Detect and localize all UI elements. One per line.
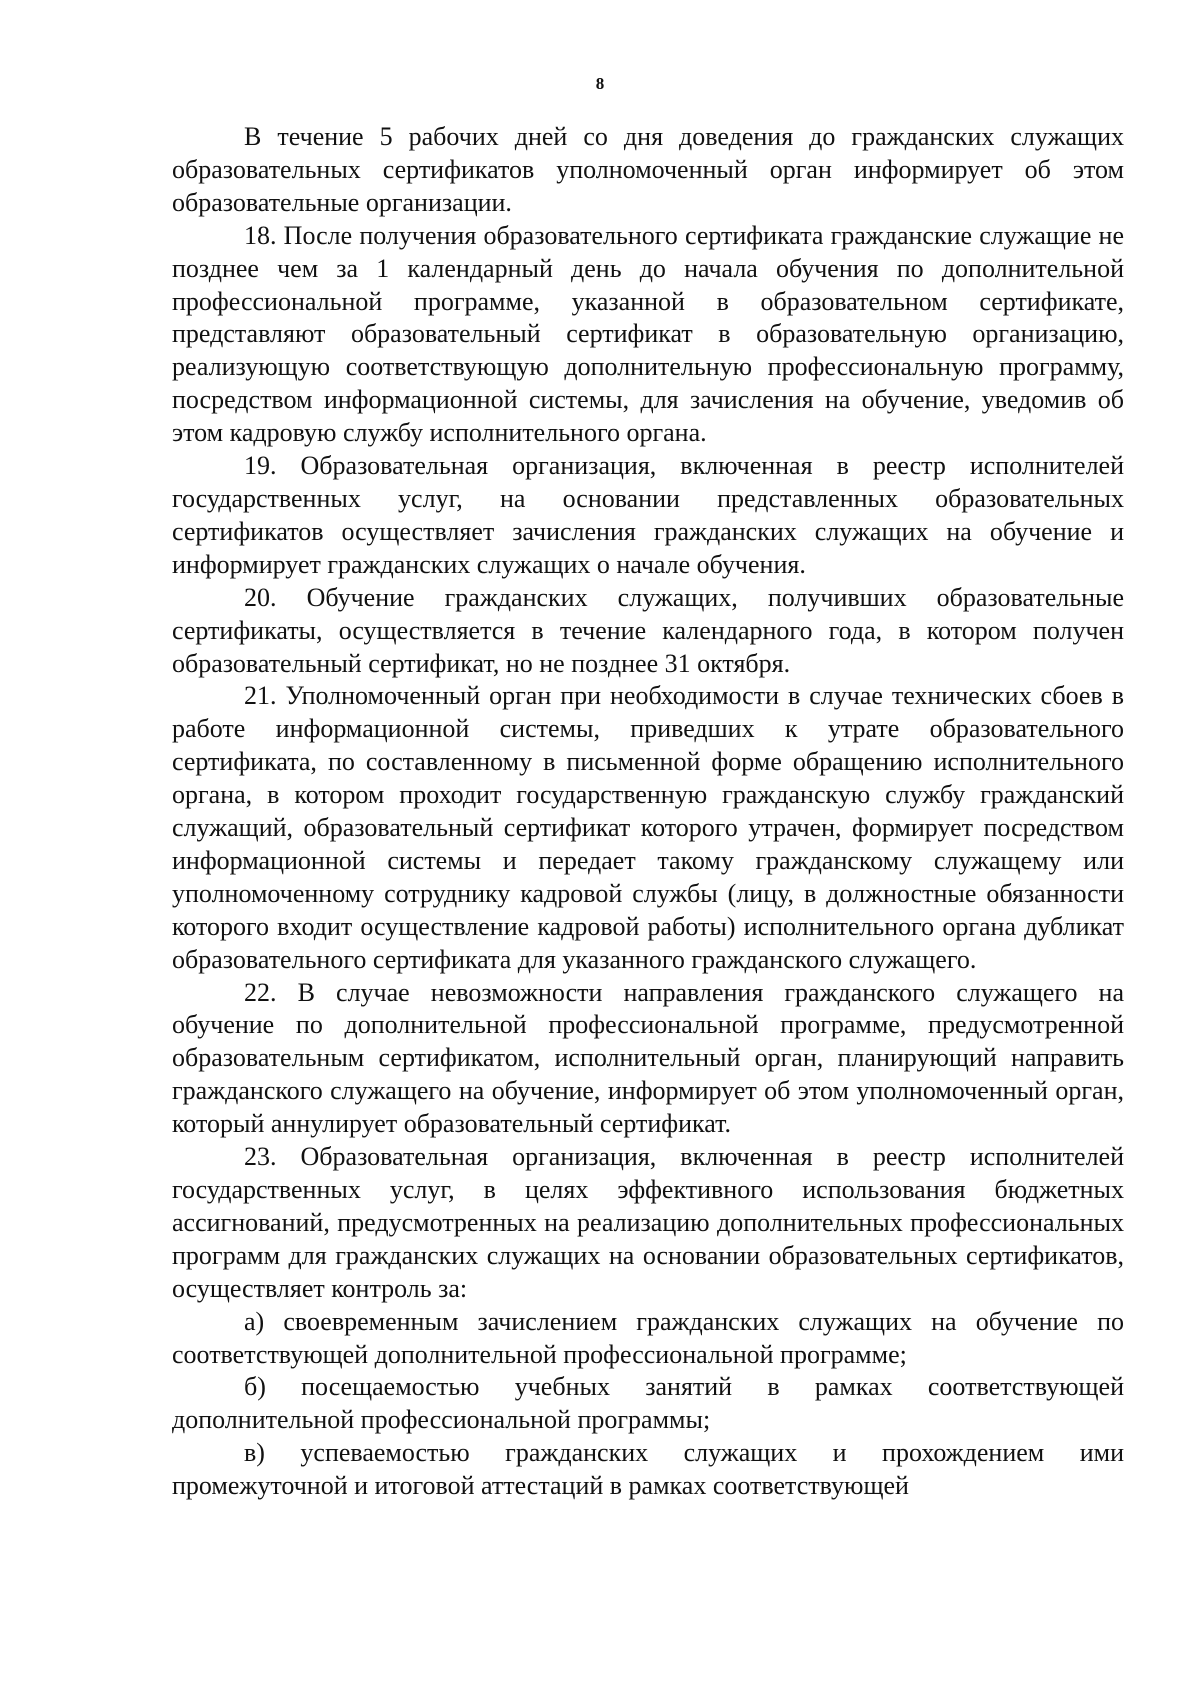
document-body xyxy=(172,121,1124,1503)
paragraph-19: 19. Образовательная организация, включенная в реестр исполнителей государственных услуг, на основании представленных образовательных сертификатов осуществляет зачисления гражданских служащих на обучение и информирует гражданских служащих о начале обучения. xyxy=(172,451,1124,579)
paragraph-22: 22. В случае невозможности направления гражданского служащего на обучение по дополнительной профессиональной программе, предусмотренной образовательным сертификатом, исполнительный орган, планирующий направить гражданского служащего на обучение, информирует об этом уполномоченный орган, который аннулирует образовательный сертификат. xyxy=(172,977,1124,1139)
list-item-b: б) посещаемостью учебных занятий в рамках соответствующей дополнительной профессиональной программы; xyxy=(172,1372,1124,1435)
page-number: 8 xyxy=(595,74,605,93)
list-item-v: в) успеваемостью гражданских служащих и прохождением ими промежуточной и итоговой аттестаций в рамках соответствующей xyxy=(172,1438,1124,1501)
paragraph-notification: В течение 5 рабочих дней со дня доведения до гражданских служащих образовательных сертификатов уполномоченный орган информирует об этом образовательные организации. xyxy=(172,122,1124,217)
paragraph-20: 20. Обучение гражданских служащих, получивших образовательные сертификаты, осуществляется в течение календарного года, в котором получен образовательный сертификат, но не позднее 31 октября. xyxy=(172,582,1124,678)
paragraph-23: 23. Образовательная организация, включенная в реестр исполнителей государственных услуг, в целях эффективного использования бюджетных ассигнований, предусмотренных на реализацию дополнительных профессиональных программ для гражданских служащих на основании образовательных сертификатов, осуществляет контроль за: xyxy=(172,1142,1124,1303)
list-item-a: а) своевременным зачислением гражданских служащих на обучение по соответствующей дополнительной профессиональной программе; xyxy=(172,1306,1124,1369)
paragraph-21: 21. Уполномоченный орган при необходимости в случае технических сбоев в работе информационной системы, приведших к утрате образовательного сертификата, по составленному в письменной форме обращению исполнительного органа, в котором проходит государственную гражданскую службу гражданский служащий, образовательный сертификат которого утрачен, формирует посредством информационной системы и передает такому гражданскому служащему или уполномоченному сотруднику кадровой службы (лицу, в должностные обязанности которого входит осуществление кадровой работы) исполнительного органа дубликат образовательного сертификата для указанного гражданского служащего. xyxy=(172,681,1124,974)
paragraph-18: 18. После получения образовательного сертификата гражданские служащие не позднее чем за 1 календарный день до начала обучения по дополнительной профессиональной программе, указанной в образовательном сертификате, представляют образовательный сертификат в образовательную организацию, реализующую соответствующую дополнительную профессиональную программу, посредством информационной системы, для зачисления на обучение, уведомив об этом кадровую службу исполнительного органа. xyxy=(172,220,1124,448)
